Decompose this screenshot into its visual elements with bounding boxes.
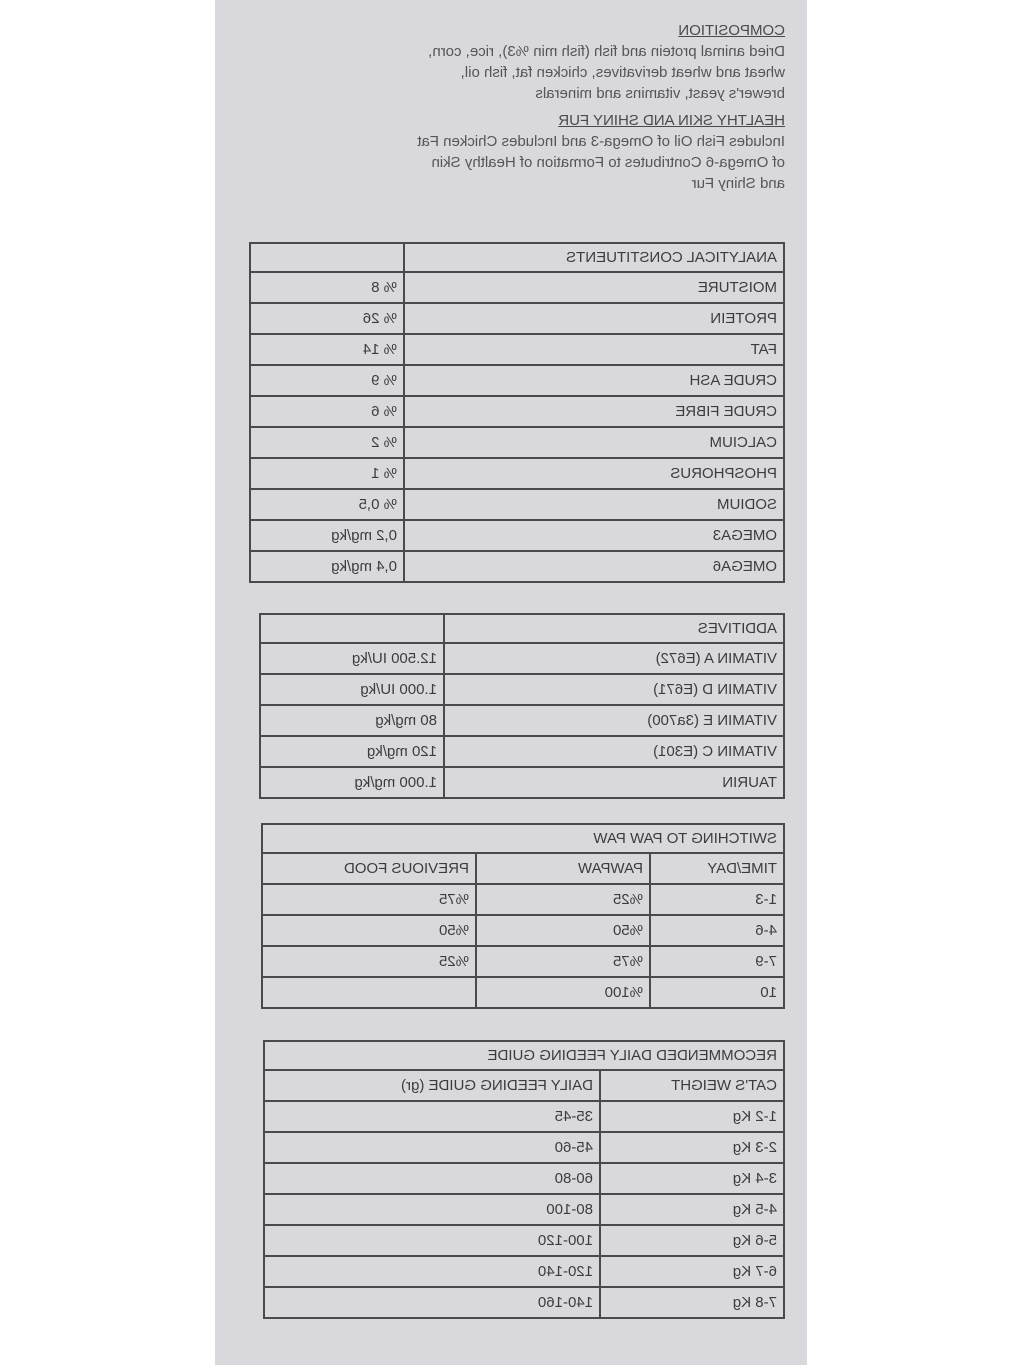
table-cell: 10: [650, 977, 784, 1008]
additive-name: VITAMIN E (3a700): [444, 705, 784, 736]
table-title: RECOMMENDED DAILY FEEDING GUIDE: [264, 1041, 784, 1070]
table-row: [262, 977, 784, 1008]
additive-name: VITAMIN D (E671): [444, 674, 784, 705]
table-cell: %75: [476, 946, 650, 977]
weight-cell: 2-3 Kg: [600, 1132, 784, 1163]
weight-cell: 1-2 Kg: [600, 1101, 784, 1132]
table-cell: [262, 977, 476, 1008]
table-row: [262, 915, 784, 946]
constituent-value: % 14: [250, 334, 404, 365]
constituent-name: CRUDE ASH: [404, 365, 784, 396]
additive-name: VITAMIN A (E672): [444, 643, 784, 674]
composition-text: [285, 41, 785, 104]
table-cell: 7-9: [650, 946, 784, 977]
constituent-name: SODIUM: [404, 489, 784, 520]
table-cell: %100: [476, 977, 650, 1008]
constituent-value: % 6: [250, 396, 404, 427]
amount-cell: 140-160: [264, 1287, 600, 1318]
constituent-name: CALCIUM: [404, 427, 784, 458]
constituent-value: % 1: [250, 458, 404, 489]
constituent-name: PHOSPHORUS: [404, 458, 784, 489]
composition-line: Dried animal protein and fish (fish min %3), rice, corn,: [428, 43, 785, 60]
constituent-value: % 8: [250, 272, 404, 303]
skin-line: and Shiny Fur: [691, 175, 785, 192]
table-title: ADDITIVES: [444, 614, 784, 643]
constituent-value: % 0,5: [250, 489, 404, 520]
table-row: [264, 1101, 784, 1132]
weight-cell: 5-6 Kg: [600, 1225, 784, 1256]
column-header: CAT'S WEIGHT: [600, 1070, 784, 1101]
table-header-row: [262, 853, 784, 884]
table-title: ANALYTICAL CONSTITUENTS: [404, 243, 784, 272]
column-header: TIME/DAY: [650, 853, 784, 884]
weight-cell: 3-4 Kg: [600, 1163, 784, 1194]
table-row: [264, 1163, 784, 1194]
additive-value: 12.500 IU/kg: [260, 643, 444, 674]
amount-cell: 45-60: [264, 1132, 600, 1163]
table-cell: %50: [476, 915, 650, 946]
table-row: [250, 458, 784, 489]
amount-cell: 60-80: [264, 1163, 600, 1194]
table-row: [260, 643, 784, 674]
constituent-name: FAT: [404, 334, 784, 365]
table-row: [250, 365, 784, 396]
analytical-constituents-table: [249, 242, 785, 583]
additive-name: VITAMIN C (E301): [444, 736, 784, 767]
constituent-name: CRUDE FIBRE: [404, 396, 784, 427]
constituent-value: 0,4 mg/kg: [250, 551, 404, 582]
table-row: [264, 1194, 784, 1225]
mirrored-label-content: [215, 0, 807, 1365]
table-cell: %50: [262, 915, 476, 946]
additive-value: 1.000 IU/kg: [260, 674, 444, 705]
table-title: SWITCHING TO PAW PAW: [262, 824, 784, 853]
column-header: PREVIOUS FOOD: [262, 853, 476, 884]
label-paper: [215, 0, 807, 1365]
feeding-guide-table: [263, 1040, 785, 1319]
weight-cell: 7-8 Kg: [600, 1287, 784, 1318]
table-row: [262, 884, 784, 915]
column-header: PAWPAW: [476, 853, 650, 884]
amount-cell: 120-140: [264, 1256, 600, 1287]
weight-cell: 6-7 Kg: [600, 1256, 784, 1287]
column-header: DAILY FEEDING GUIDE (gr): [264, 1070, 600, 1101]
additive-value: 80 mg/kg: [260, 705, 444, 736]
table-row: [250, 427, 784, 458]
table-header-row: [264, 1070, 784, 1101]
table-row: [264, 1132, 784, 1163]
switching-table: [261, 823, 785, 1009]
table-row: [250, 303, 784, 334]
table-row: [260, 767, 784, 798]
table-row: [264, 1256, 784, 1287]
constituent-name: OMEGA3: [404, 520, 784, 551]
table-row: [250, 520, 784, 551]
table-row: [264, 1225, 784, 1256]
table-row: [260, 674, 784, 705]
table-cell: %75: [262, 884, 476, 915]
additive-value: 1.000 mg/kg: [260, 767, 444, 798]
additive-name: TAURIN: [444, 767, 784, 798]
table-cell: %25: [476, 884, 650, 915]
composition-line: brewer's yeast, vitamins and minerals: [535, 85, 785, 102]
composition-line: wheat and wheat derivatives, chicken fat, fish oil,: [460, 64, 785, 81]
constituent-value: % 26: [250, 303, 404, 334]
table-row: [262, 946, 784, 977]
table-row: [260, 736, 784, 767]
table-row: [250, 551, 784, 582]
table-title-blank: [260, 614, 444, 643]
additive-value: 120 mg/kg: [260, 736, 444, 767]
composition-section: [225, 20, 785, 194]
skin-line: Includes Fish Oil of Omega-3 and Includes Chicken Fat: [417, 133, 785, 150]
constituent-value: % 9: [250, 365, 404, 396]
table-row: [250, 272, 784, 303]
constituent-value: % 2: [250, 427, 404, 458]
amount-cell: 80-100: [264, 1194, 600, 1225]
constituent-name: MOISTURE: [404, 272, 784, 303]
table-row: [250, 334, 784, 365]
table-cell: 4-6: [650, 915, 784, 946]
table-row: [264, 1287, 784, 1318]
amount-cell: 35-45: [264, 1101, 600, 1132]
table-title-blank: [250, 243, 404, 272]
table-row: [250, 396, 784, 427]
skin-heading: HEALTHY SKIN AND SHINY FUR: [558, 112, 785, 129]
table-cell: 1-3: [650, 884, 784, 915]
table-cell: %25: [262, 946, 476, 977]
skin-text: [285, 131, 785, 194]
additives-table: [259, 613, 785, 799]
composition-heading: COMPOSITION: [678, 22, 785, 39]
table-row: [260, 705, 784, 736]
skin-line: of Omega-6 Contributes to Formation of Healthy Skin: [431, 154, 785, 171]
table-row: [250, 489, 784, 520]
amount-cell: 100-120: [264, 1225, 600, 1256]
constituent-name: OMEGA6: [404, 551, 784, 582]
constituent-name: PROTEIN: [404, 303, 784, 334]
constituent-value: 0,2 mg/kg: [250, 520, 404, 551]
weight-cell: 4-5 Kg: [600, 1194, 784, 1225]
